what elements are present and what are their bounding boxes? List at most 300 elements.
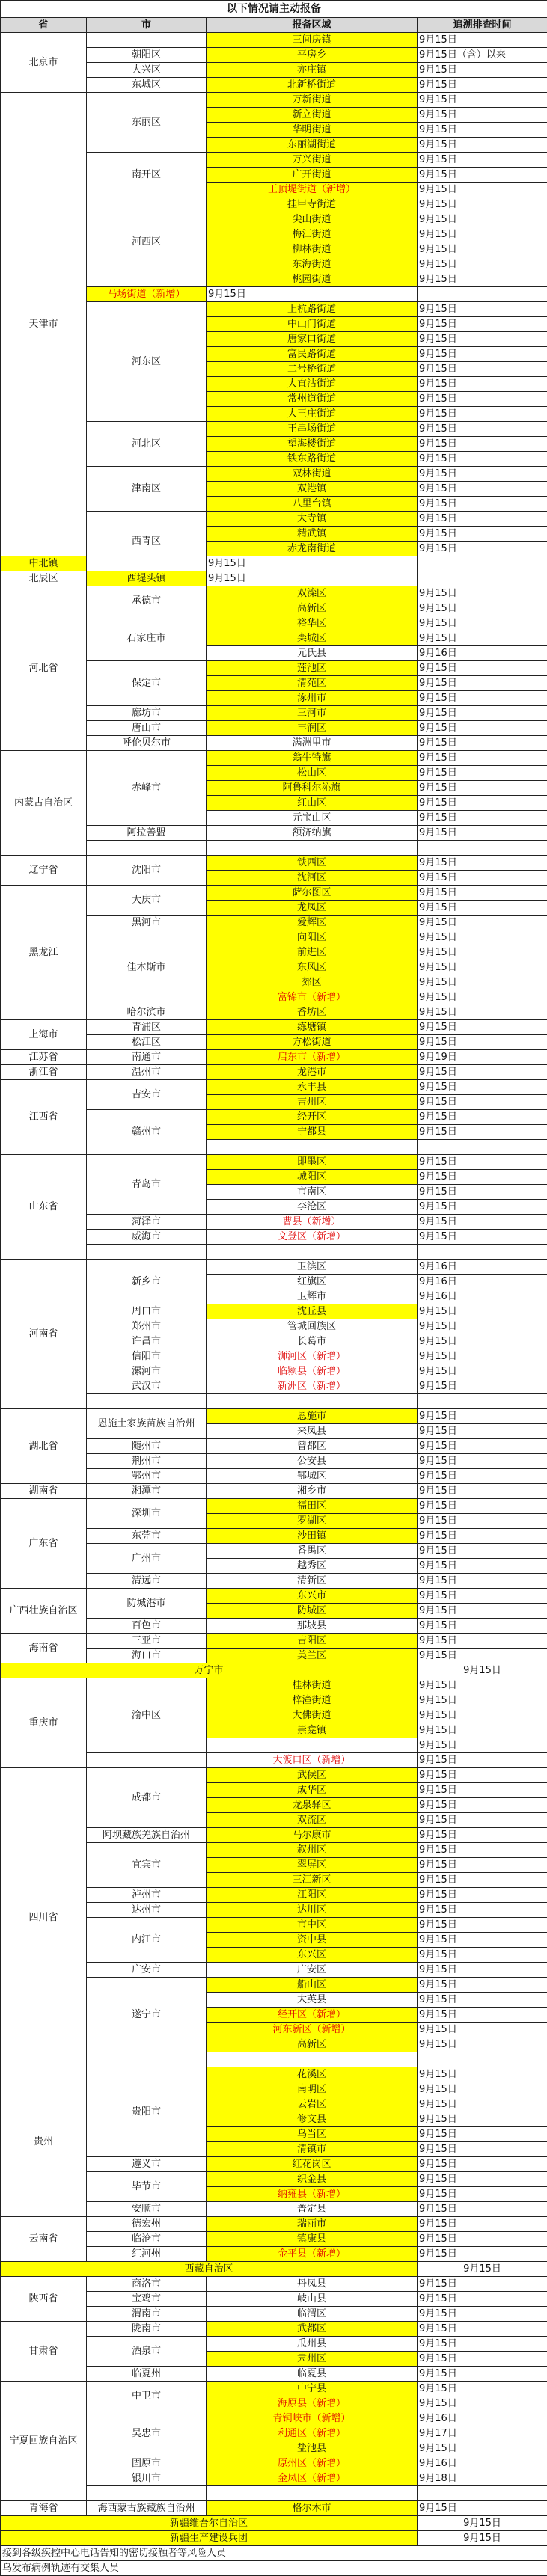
time-cell: 9月15日 xyxy=(418,706,547,721)
area-cell: 广安区 xyxy=(207,1963,418,1978)
area-cell: 即墨区 xyxy=(207,1155,418,1170)
time-cell: 9月15日 xyxy=(418,1903,547,1918)
city-cell: 安顺市 xyxy=(87,2202,207,2217)
area-cell: 望海楼街道 xyxy=(207,437,418,452)
time-cell: 9月15日 xyxy=(418,123,547,138)
header-city: 市 xyxy=(87,18,207,33)
time-cell: 9月15日 xyxy=(418,826,547,841)
time-cell: 9月15日 xyxy=(418,2292,547,2307)
time-cell: 9月15日 xyxy=(418,1170,547,1185)
region-cell: 西藏自治区 xyxy=(1,2262,418,2277)
time-cell: 9月15日 xyxy=(418,2067,547,2082)
area-cell: 红山区 xyxy=(207,796,418,811)
time-cell: 9月15日 xyxy=(418,2441,547,2456)
province-cell: 宁夏回族自治区 xyxy=(1,2382,87,2501)
time-cell: 9月15日 xyxy=(418,2396,547,2411)
city-cell: 漯河市 xyxy=(87,1364,207,1379)
table-row xyxy=(1,2277,547,2292)
area-cell: 梅江街道 xyxy=(207,227,418,242)
area-cell: 挂甲寺街道 xyxy=(207,197,418,212)
city-cell: 保定市 xyxy=(87,661,207,706)
area-cell: 方松街道 xyxy=(207,1035,418,1050)
time-cell: 9月15日 xyxy=(418,168,547,183)
region-cell: 万宁市 xyxy=(1,1663,418,1678)
province-cell: 天津市 xyxy=(1,93,87,556)
time-cell: 9月15日 xyxy=(418,2367,547,2382)
city-cell: 津南区 xyxy=(87,467,207,512)
time-cell xyxy=(418,1140,547,1155)
table-row xyxy=(1,2501,547,2516)
time-cell: 9月15日 xyxy=(418,467,547,482)
province-cell: 重庆市 xyxy=(1,1678,87,1768)
city-cell: 松江区 xyxy=(87,1035,207,1050)
area-cell: 赤龙南街道 xyxy=(207,542,418,556)
area-cell: 常州道街道 xyxy=(207,392,418,407)
area-cell xyxy=(207,841,418,856)
city-cell: 朝阳区 xyxy=(87,48,207,63)
table-row xyxy=(1,1499,547,1514)
province-cell: 贵州 xyxy=(1,2067,87,2217)
table-row xyxy=(1,93,547,108)
time-cell: 9月18日 xyxy=(418,2471,547,2486)
area-cell: 亦庄镇 xyxy=(207,63,418,78)
area-cell: 桃园街道 xyxy=(207,272,418,287)
area-cell: 大佛街道 xyxy=(207,1708,418,1723)
area-cell xyxy=(207,1140,418,1155)
time-cell: 9月15日 xyxy=(418,1230,547,1245)
province-cell: 海南省 xyxy=(1,1634,87,1663)
time-cell: 9月15日 xyxy=(418,2531,547,2546)
city-cell: 湘潭市 xyxy=(87,1484,207,1499)
area-cell: 来凤县 xyxy=(207,1424,418,1439)
time-cell: 9月15日 xyxy=(418,1693,547,1708)
area-cell: 经开区 xyxy=(207,1110,418,1125)
area-cell: 双流区 xyxy=(207,1813,418,1828)
area-cell: 城阳区 xyxy=(207,1170,418,1185)
table-row xyxy=(1,2067,547,2082)
province-cell: 山东省 xyxy=(1,1155,87,1260)
area-cell xyxy=(207,2486,418,2501)
time-cell: 9月15日 xyxy=(418,1828,547,1843)
time-cell: 9月15日 xyxy=(418,153,547,168)
area-cell: 前进区 xyxy=(207,945,418,960)
time-cell: 9月15日 xyxy=(418,1604,547,1619)
area-cell: 红旗区 xyxy=(207,1275,418,1289)
area-cell: 织金县 xyxy=(207,2172,418,2187)
time-cell: 9月15日 xyxy=(418,796,547,811)
city-cell: 赣州市 xyxy=(87,1110,207,1155)
table-row xyxy=(1,1020,547,1035)
time-cell: 9月15日 xyxy=(418,2247,547,2262)
table-row xyxy=(1,1678,547,1693)
time-cell: 9月15日 xyxy=(418,242,547,257)
time-cell xyxy=(418,1394,547,1409)
area-cell: 北新桥街道 xyxy=(207,78,418,93)
time-cell: 9月15日 xyxy=(418,2262,547,2277)
time-cell: 9月15日 xyxy=(418,1484,547,1499)
city-cell: 防城港市 xyxy=(87,1589,207,1619)
area-cell: 元宝山区 xyxy=(207,811,418,826)
city-cell: 东莞市 xyxy=(87,1529,207,1544)
time-cell: 9月15日 xyxy=(418,1708,547,1723)
area-cell: 防城区 xyxy=(207,1604,418,1619)
area-cell: 东海街道 xyxy=(207,257,418,272)
time-cell: 9月15日 xyxy=(418,302,547,317)
time-cell: 9月15日 xyxy=(418,1678,547,1693)
area-cell: 原州区（新增） xyxy=(207,2456,418,2471)
time-cell: 9月15日 xyxy=(418,586,547,601)
city-cell: 渝中区 xyxy=(87,1678,207,1753)
city-cell: 东丽区 xyxy=(87,93,207,153)
time-cell: 9月15日 xyxy=(418,1978,547,1993)
area-cell: 龙泉驿区 xyxy=(207,1798,418,1813)
table-row xyxy=(1,751,547,766)
time-cell: 9月15日 xyxy=(418,2187,547,2202)
area-cell: 临渭区 xyxy=(207,2307,418,2322)
time-cell: 9月15日（含）以来 xyxy=(418,48,547,63)
area-cell: 青铜峡市（新增） xyxy=(207,2411,418,2426)
time-cell: 9月15日 xyxy=(418,347,547,362)
time-cell: 9月15日 xyxy=(418,2008,547,2023)
time-cell: 9月15日 xyxy=(418,1364,547,1379)
area-cell: 市中区 xyxy=(207,1918,418,1933)
province-cell: 湖南省 xyxy=(1,1484,87,1499)
time-cell: 9月15日 xyxy=(418,2172,547,2187)
city-cell xyxy=(87,2486,207,2501)
time-cell: 9月15日 xyxy=(418,871,547,886)
footer-note: 接到各级疾控中心电话告知的密切接触者等风险人员 xyxy=(1,2546,547,2561)
time-cell: 9月15日 xyxy=(418,1469,547,1484)
area-cell: 香坊区 xyxy=(207,1005,418,1020)
area-cell: 市南区 xyxy=(207,1185,418,1200)
table-row xyxy=(1,2382,547,2396)
city-cell: 泸州市 xyxy=(87,1888,207,1903)
city-cell: 酒泉市 xyxy=(87,2337,207,2367)
city-cell: 中卫市 xyxy=(87,2382,207,2411)
area-cell: 美兰区 xyxy=(207,1649,418,1663)
time-cell: 9月15日 xyxy=(418,1888,547,1903)
time-cell: 9月15日 xyxy=(418,1304,547,1319)
time-cell: 9月15日 xyxy=(418,2127,547,2142)
table-row xyxy=(1,556,547,571)
time-cell: 9月15日 xyxy=(418,183,547,197)
area-cell: 满洲里市 xyxy=(207,736,418,751)
city-cell: 随州市 xyxy=(87,1439,207,1454)
time-cell: 9月15日 xyxy=(418,1155,547,1170)
city-cell: 三亚市 xyxy=(87,1634,207,1649)
city-cell: 哈尔滨市 xyxy=(87,1005,207,1020)
city-cell: 内江市 xyxy=(87,1918,207,1963)
time-cell: 9月15日 xyxy=(418,1185,547,1200)
city-cell xyxy=(87,1394,207,1409)
time-cell: 9月15日 xyxy=(418,631,547,646)
area-cell: 阿鲁科尔沁旗 xyxy=(207,781,418,796)
time-cell: 9月15日 xyxy=(418,601,547,616)
time-cell: 9月15日 xyxy=(418,781,547,796)
time-cell: 9月15日 xyxy=(418,78,547,93)
area-cell: 大英县 xyxy=(207,1993,418,2008)
city-cell: 周口市 xyxy=(87,1304,207,1319)
area-cell: 富民路街道 xyxy=(207,347,418,362)
time-cell: 9月15日 xyxy=(418,1110,547,1125)
area-cell: 金平县（新增） xyxy=(207,2247,418,2262)
time-cell: 9月15日 xyxy=(418,736,547,751)
time-cell: 9月15日 xyxy=(418,1065,547,1080)
area-cell: 大直沽街道 xyxy=(207,377,418,392)
city-cell: 赤峰市 xyxy=(87,751,207,826)
time-cell: 9月15日 xyxy=(418,1319,547,1334)
table-title: 以下情况请主动报备 xyxy=(0,0,547,17)
city-cell: 青浦区 xyxy=(87,1020,207,1035)
header-area: 报备区域 xyxy=(207,18,418,33)
time-cell: 9月15日 xyxy=(418,212,547,227)
area-cell: 爱辉区 xyxy=(207,916,418,930)
city-cell: 阿坝藏族羌族自治州 xyxy=(87,1828,207,1843)
city-cell: 石家庄市 xyxy=(87,616,207,661)
time-cell: 9月15日 xyxy=(418,1215,547,1230)
area-cell: 王串场街道 xyxy=(207,422,418,437)
time-cell: 9月15日 xyxy=(418,960,547,975)
city-cell: 河东区 xyxy=(87,302,207,422)
city-cell: 许昌市 xyxy=(87,1334,207,1349)
time-cell: 9月15日 xyxy=(418,2501,547,2516)
city-cell: 达州市 xyxy=(87,1903,207,1918)
area-cell: 利通区（新增） xyxy=(207,2426,418,2441)
area-cell: 清苑区 xyxy=(207,676,418,691)
area-cell: 翠屏区 xyxy=(207,1858,418,1873)
time-cell: 9月15日 xyxy=(418,661,547,676)
area-cell: 岐山县 xyxy=(207,2292,418,2307)
time-cell: 9月15日 xyxy=(418,1454,547,1469)
time-cell: 9月15日 xyxy=(418,1948,547,1963)
time-cell: 9月15日 xyxy=(418,1424,547,1439)
city-cell: 遵义市 xyxy=(87,2157,207,2172)
area-cell: 瓜州县 xyxy=(207,2337,418,2352)
time-cell: 9月15日 xyxy=(418,197,547,212)
time-cell: 9月15日 xyxy=(418,1918,547,1933)
province-cell: 上海市 xyxy=(1,1020,87,1050)
area-cell: 万兴街道 xyxy=(207,153,418,168)
table-row xyxy=(1,571,547,586)
area-cell: 丹凤县 xyxy=(207,2277,418,2292)
province-cell: 浙江省 xyxy=(1,1065,87,1080)
area-cell: 资中县 xyxy=(207,1933,418,1948)
time-cell: 9月16日 xyxy=(418,2456,547,2471)
area-cell: 海原县（新增） xyxy=(207,2396,418,2411)
city-cell: 温州市 xyxy=(87,1065,207,1080)
time-cell: 9月15日 xyxy=(418,1798,547,1813)
table-row xyxy=(1,586,547,601)
city-cell: 南开区 xyxy=(87,153,207,197)
table-row xyxy=(1,2262,547,2277)
city-cell: 毕节市 xyxy=(87,2172,207,2202)
province-cell: 江西省 xyxy=(1,1080,87,1155)
time-cell: 9月15日 xyxy=(418,2142,547,2157)
time-cell: 9月15日 xyxy=(418,886,547,901)
time-cell: 9月15日 xyxy=(418,1514,547,1529)
time-cell: 9月15日 xyxy=(418,1334,547,1349)
city-cell xyxy=(87,841,207,856)
province-cell: 四川省 xyxy=(1,1768,87,2067)
city-cell: 陇南市 xyxy=(87,2322,207,2337)
time-cell: 9月16日 xyxy=(418,2411,547,2426)
time-cell: 9月15日 xyxy=(418,1095,547,1110)
area-cell: 元氏县 xyxy=(207,646,418,661)
city-cell: 西青区 xyxy=(87,512,207,571)
area-cell: 松山区 xyxy=(207,766,418,781)
time-cell: 9月15日 xyxy=(418,1589,547,1604)
time-cell: 9月15日 xyxy=(418,2112,547,2127)
time-cell xyxy=(418,1245,547,1260)
city-cell: 商洛市 xyxy=(87,2277,207,2292)
city-cell: 百色市 xyxy=(87,1619,207,1634)
city-cell: 大庆市 xyxy=(87,886,207,916)
footer-row xyxy=(1,2546,547,2561)
table-body xyxy=(1,33,547,2546)
city-cell: 成都市 xyxy=(87,1768,207,1828)
province-cell: 河南省 xyxy=(1,1260,87,1409)
city-cell: 沈阳市 xyxy=(87,856,207,886)
area-cell: 红花岗区 xyxy=(207,2157,418,2172)
time-cell: 9月15日 xyxy=(418,1963,547,1978)
city-cell: 承德市 xyxy=(87,586,207,616)
time-cell: 9月15日 xyxy=(418,272,547,287)
city-cell: 临夏州 xyxy=(87,2367,207,2382)
province-cell: 湖北省 xyxy=(1,1409,87,1484)
time-cell: 9月15日 xyxy=(418,1499,547,1514)
city-cell: 呼伦贝尔市 xyxy=(87,736,207,751)
city-cell: 海西蒙古族藏族自治州 xyxy=(87,2501,207,2516)
time-cell: 9月15日 xyxy=(418,1663,547,1678)
area-cell: 精武镇 xyxy=(207,527,418,542)
city-cell: 广州市 xyxy=(87,1544,207,1574)
area-cell: 纳雍县（新增） xyxy=(207,2187,418,2202)
time-cell: 9月15日 xyxy=(418,1753,547,1768)
area-cell: 桂林街道 xyxy=(207,1678,418,1693)
time-cell: 9月15日 xyxy=(418,616,547,631)
time-cell: 9月15日 xyxy=(418,1738,547,1753)
city-cell: 深圳市 xyxy=(87,1499,207,1529)
area-cell: 铁东路街道 xyxy=(207,452,418,467)
city-cell: 黑河市 xyxy=(87,916,207,930)
city-cell: 遂宁市 xyxy=(87,1978,207,2052)
area-cell: 三间房镇 xyxy=(207,33,418,48)
time-cell: 9月15日 xyxy=(418,721,547,736)
area-cell: 清新区 xyxy=(207,1574,418,1589)
table-row xyxy=(1,2531,547,2546)
area-cell xyxy=(207,1245,418,1260)
time-cell: 9月15日 xyxy=(418,452,547,467)
time-cell: 9月15日 xyxy=(418,2322,547,2337)
area-cell: 东风区 xyxy=(207,960,418,975)
area-cell: 新洲区（新增） xyxy=(207,1379,418,1394)
area-cell: 新立街道 xyxy=(207,108,418,123)
area-cell xyxy=(207,1394,418,1409)
time-cell: 9月15日 xyxy=(418,2232,547,2247)
province-cell: 河北省 xyxy=(1,586,87,751)
time-cell: 9月15日 xyxy=(418,407,547,422)
city-cell: 广安市 xyxy=(87,1963,207,1978)
area-cell: 河东新区（新增） xyxy=(207,2023,418,2037)
area-cell: 高新区 xyxy=(207,601,418,616)
area-cell: 卫滨区 xyxy=(207,1260,418,1275)
time-cell: 9月15日 xyxy=(418,2097,547,2112)
city-cell: 东城区 xyxy=(87,78,207,93)
area-cell: 向阳区 xyxy=(207,930,418,945)
province-cell: 广西壮族自治区 xyxy=(1,1589,87,1634)
area-cell: 大渡口区（新增） xyxy=(207,1753,418,1768)
time-cell: 9月15日 xyxy=(418,1439,547,1454)
area-cell: 三河市 xyxy=(207,706,418,721)
area-cell: 公安县 xyxy=(207,1454,418,1469)
time-cell: 9月15日 xyxy=(418,1035,547,1050)
city-cell: 恩施土家族苗族自治州 xyxy=(87,1409,207,1439)
region-cell: 新疆生产建设兵团 xyxy=(1,2531,418,2546)
area-cell: 罗湖区 xyxy=(207,1514,418,1529)
area-cell: 大寺镇 xyxy=(207,512,418,527)
area-cell: 崇龛镇 xyxy=(207,1723,418,1738)
city-cell: 阿拉善盟 xyxy=(87,826,207,841)
area-cell: 那坡县 xyxy=(207,1619,418,1634)
time-cell: 9月15日 xyxy=(418,542,547,556)
time-cell: 9月15日 xyxy=(418,1559,547,1574)
time-cell: 9月15日 xyxy=(418,856,547,871)
table-row xyxy=(1,886,547,901)
city-cell: 德宏州 xyxy=(87,2217,207,2232)
city-cell: 宜宾市 xyxy=(87,1843,207,1888)
province-cell: 陕西省 xyxy=(1,2277,87,2322)
region-cell: 新疆维吾尔自治区 xyxy=(1,2516,418,2531)
time-cell: 9月15日 xyxy=(418,392,547,407)
table-row xyxy=(1,1155,547,1170)
table-row xyxy=(1,2516,547,2531)
area-cell: 普定县 xyxy=(207,2202,418,2217)
table-row xyxy=(1,1065,547,1080)
city-cell: 武汉市 xyxy=(87,1379,207,1394)
time-cell: 9月15日 xyxy=(418,751,547,766)
time-cell: 9月15日 xyxy=(418,1005,547,1020)
area-cell: 华明街道 xyxy=(207,123,418,138)
time-cell: 9月15日 xyxy=(418,1574,547,1589)
city-cell: 佳木斯市 xyxy=(87,930,207,1005)
city-cell: 郑州市 xyxy=(87,1319,207,1334)
area-cell: 八里台镇 xyxy=(207,497,418,512)
area-cell: 金凤区（新增） xyxy=(207,2471,418,2486)
time-cell: 9月15日 xyxy=(418,1993,547,2008)
time-cell: 9月15日 xyxy=(418,1200,547,1215)
time-cell: 9月15日 xyxy=(418,2352,547,2367)
time-cell: 9月15日 xyxy=(418,1933,547,1948)
city-cell: 河西区 xyxy=(87,197,207,287)
city-cell: 固原市 xyxy=(87,2456,207,2471)
footer-row xyxy=(1,2561,547,2576)
area-cell: 越秀区 xyxy=(207,1559,418,1574)
area-cell: 中宁县 xyxy=(207,2382,418,2396)
time-cell: 9月15日 xyxy=(418,1813,547,1828)
time-cell: 9月15日 xyxy=(418,2217,547,2232)
time-cell: 9月15日 xyxy=(418,990,547,1005)
area-cell: 铁西区 xyxy=(207,856,418,871)
area-cell: 额济纳旗 xyxy=(207,826,418,841)
table-row xyxy=(1,1634,547,1649)
time-cell: 9月16日 xyxy=(418,1275,547,1289)
area-cell: 中北镇 xyxy=(1,556,87,571)
table-row xyxy=(1,1080,547,1095)
time-cell: 9月15日 xyxy=(418,497,547,512)
area-cell: 万新街道 xyxy=(207,93,418,108)
area-cell: 肃州区 xyxy=(207,2352,418,2367)
time-cell: 9月15日 xyxy=(207,571,418,586)
